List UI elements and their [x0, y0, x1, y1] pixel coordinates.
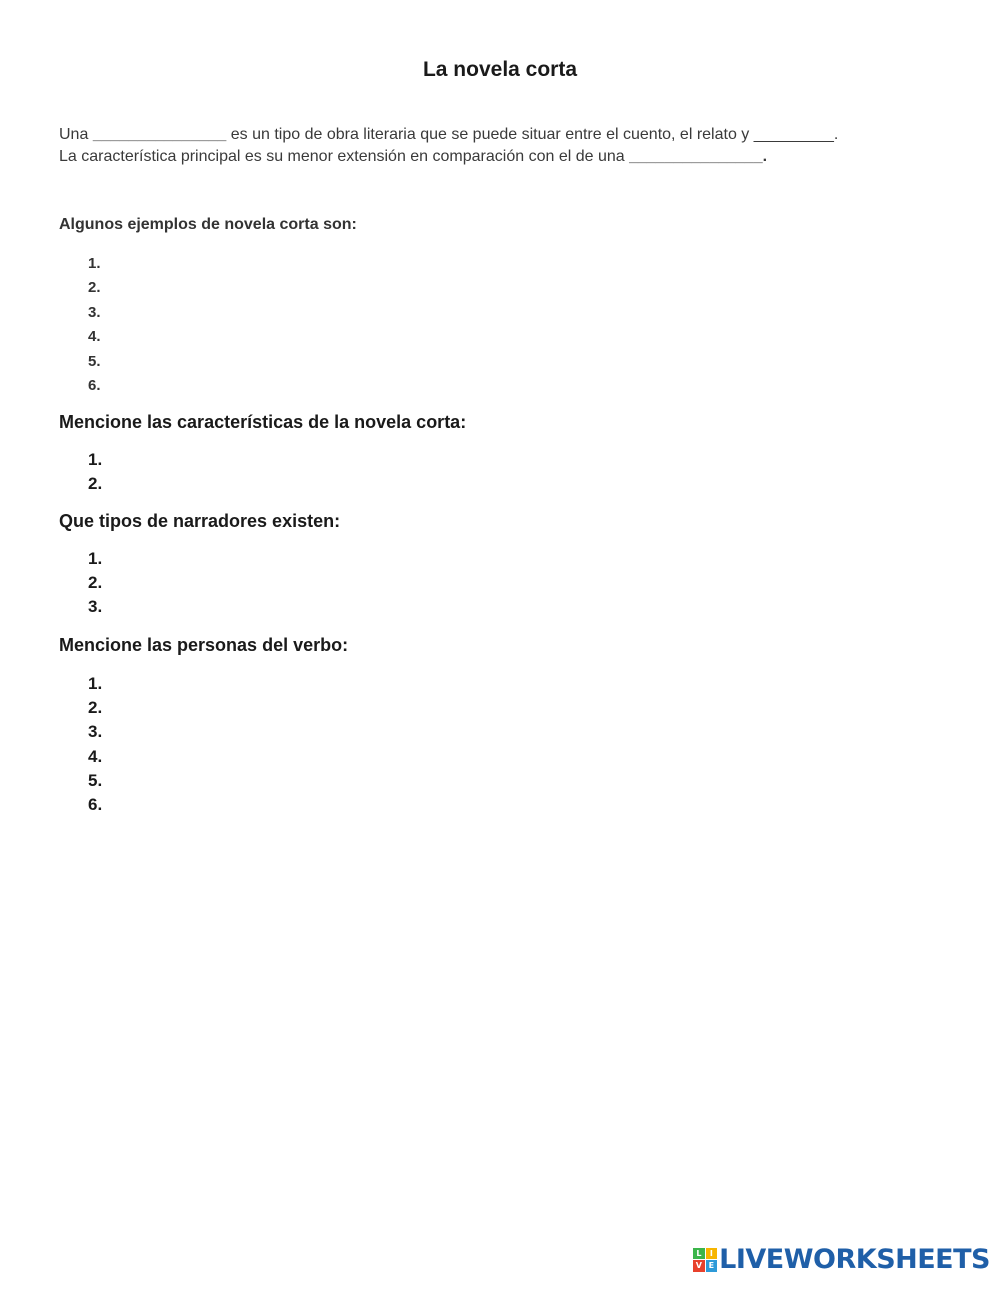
- list-item[interactable]: 1.: [88, 255, 101, 272]
- list-item[interactable]: 2.: [88, 698, 103, 718]
- section-heading-examples: Algunos ejemplos de novela corta son:: [59, 216, 357, 233]
- list-item[interactable]: 1.: [88, 450, 103, 469]
- list-item[interactable]: 3.: [88, 722, 103, 742]
- brand-watermark: [693, 1244, 990, 1275]
- list-item[interactable]: 2.: [88, 279, 101, 297]
- examples-list: [88, 252, 601, 398]
- list-item[interactable]: 2.: [88, 474, 103, 494]
- logo-letter-v: V: [693, 1260, 705, 1272]
- liveworksheets-logo-icon: [693, 1248, 717, 1272]
- list-item[interactable]: 4.: [88, 328, 101, 346]
- brand-name: LIVEWORKSHEETS: [719, 1244, 990, 1275]
- section-heading-narrators: Que tipos de narradores existen:: [59, 511, 341, 531]
- blank-field-3[interactable]: _______________.: [629, 148, 768, 165]
- verb-persons-list: [88, 672, 602, 817]
- characteristics-list: [88, 448, 602, 496]
- list-item[interactable]: 4.: [88, 746, 103, 766]
- intro-line-2: [59, 146, 959, 168]
- list-item[interactable]: 5.: [88, 770, 103, 790]
- list-item[interactable]: 3.: [88, 597, 103, 617]
- list-item[interactable]: 3.: [88, 303, 101, 321]
- logo-letter-l: L: [693, 1248, 705, 1260]
- intro-word-una: Una: [59, 126, 89, 143]
- list-item[interactable]: 6.: [88, 794, 103, 814]
- list-item[interactable]: 1.: [88, 549, 103, 568]
- intro-paragraph: [59, 124, 959, 168]
- logo-letter-i: I: [706, 1248, 718, 1260]
- narrators-list: [88, 547, 602, 620]
- list-item[interactable]: 2.: [88, 573, 103, 593]
- intro-text-2: La característica principal es su menor extensión en comparación con el de una: [59, 148, 625, 165]
- section-heading-characteristics: Mencione las características de la novela corta:: [59, 412, 467, 432]
- intro-text-1: es un tipo de obra literaria que se puede situar entre el cuento, el relato y: [230, 126, 750, 143]
- list-item[interactable]: 1.: [88, 674, 103, 693]
- section-heading-verb-persons: Mencione las personas del verbo:: [59, 635, 349, 655]
- blank-field-2[interactable]: _________: [753, 126, 834, 143]
- list-item[interactable]: 5.: [88, 352, 101, 370]
- page-title: La novela corta: [422, 58, 578, 81]
- logo-letter-e: E: [706, 1260, 718, 1272]
- intro-line-1: [59, 124, 959, 146]
- intro-period: .: [833, 126, 839, 143]
- list-item[interactable]: 6.: [88, 376, 101, 394]
- blank-field-1[interactable]: _______________: [92, 126, 227, 143]
